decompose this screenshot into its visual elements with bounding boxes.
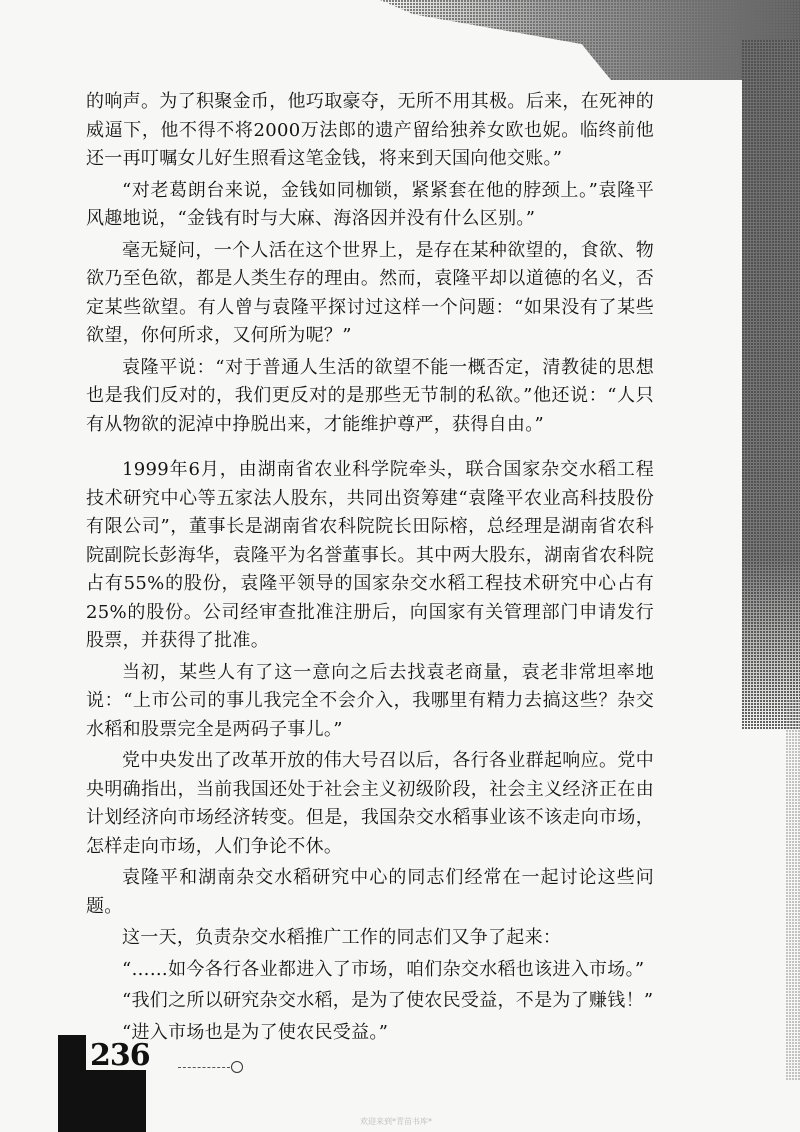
footer-circle-ornament (231, 1061, 243, 1073)
scan-shadow-right-edge (742, 40, 800, 730)
paragraph: “我们之所以研究杂交水稻，是为了使农民受益，不是为了赚钱！” (122, 990, 654, 1011)
paragraph: 的响声。为了积聚金币，他巧取豪夺，无所不用其极。后来，在死神的威逼下，他不得不将2000万法郎的遗产留给独养女欧也妮。临终前他还一再叮嘱女儿好生照看这笔金钱，将来到天国向他交账。” (86, 91, 654, 169)
paragraph: “……如今各行各业都进入了市场，咱们杂交水稻也该进入市场。” (122, 958, 645, 980)
paragraph: 袁隆平和湖南杂交水稻研究中心的同志们经常在一起讨论这些问题。 (86, 867, 654, 917)
paragraph: 1999年6月，由湖南省农业科学院牵头，联合国家杂交水稻工程技术研究中心等五家法人股东，共同出资筹建“袁隆平农业高科技股份有限公司”，董事长是湖南省农科院院长田际榕，总经理是湖南省农科院副院长彭海华，袁隆平为名誉董事长。其中两大股东，湖南省农科院占有55%的股份，袁隆平领导的国家杂交水稻工程技术研究中心占有25%的股份。公司经审查批准注册后，向国家有关管理部门申请发行股票，并获得了批准。 (86, 459, 654, 651)
paragraph: 毫无疑问，一个人活在这个世界上，是存在某种欲望的，食欲、物欲乃至色欲，都是人类生存的理由。然而，袁隆平却以道德的名义，否定某些欲望。有人曾与袁隆平探讨过这样一个问题：“如果没有了某些欲望，你何所求，又何所为呢？” (86, 239, 654, 346)
scan-shadow-top (380, 0, 800, 80)
paragraph: 当初，某些人有了这一意向之后去找袁老商量，袁老非常坦率地说：“上市公司的事儿我完全不会介入，我哪里有精力去搞这些？杂交水稻和股票完全是两码子事儿。” (86, 661, 654, 740)
text-section-2 (86, 456, 654, 1047)
text-section-1 (86, 88, 654, 439)
scan-shadow-right-fade (786, 700, 800, 1080)
footer-dotted-line (178, 1067, 230, 1068)
paragraph: 党中央发出了改革开放的伟大号召以后，各行各业群起响应。党中央明确指出，当前我国还处于社会主义初级阶段，社会主义经济正在由计划经济向市场经济转变。但是，我国杂交水稻事业该不该走向市场，怎样走向市场，人们争论不休。 (86, 750, 654, 857)
paragraph: 这一天，负责杂交水稻推广工作的同志们又争了起来： (122, 927, 562, 948)
footer-black-block (58, 1070, 146, 1132)
paragraph: “进入市场也是为了使农民受益。” (122, 1021, 389, 1043)
watermark: 欢迎来到*青苗书库* (360, 1117, 432, 1126)
paragraph: 袁隆平说：“对于普通人生活的欲望不能一概否定，清教徒的思想也是我们反对的，我们更反对的是那些无节制的私欲。”他还说：“人只有从物欲的泥淖中挣脱出来，才能维护尊严，获得自由。” (86, 356, 654, 435)
page-number: 236 (90, 1038, 150, 1073)
paragraph: “对老葛朗台来说，金钱如同枷锁，紧紧套在他的脖颈上。”袁隆平风趣地说，“金钱有时与大麻、海洛因并没有什么区别。” (86, 179, 654, 229)
